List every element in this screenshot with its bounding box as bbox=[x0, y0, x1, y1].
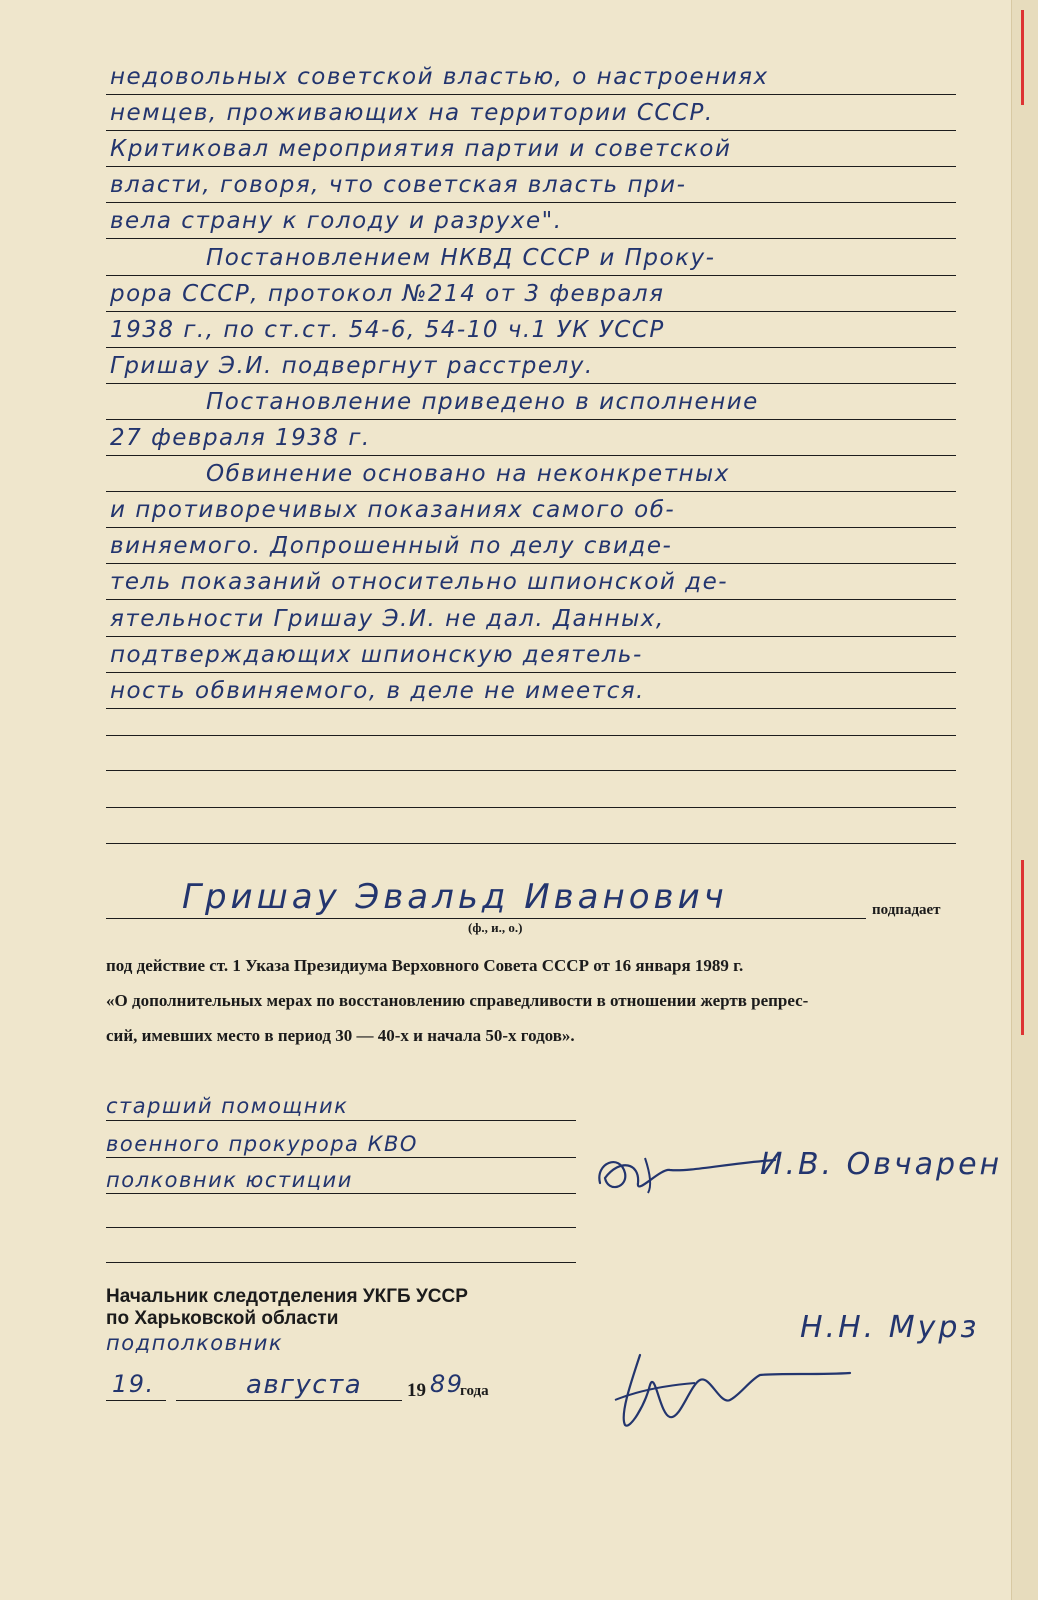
ruled-line bbox=[106, 563, 956, 564]
red-margin-mark bbox=[1021, 860, 1024, 1035]
ruled-line bbox=[106, 311, 956, 312]
signature-2 bbox=[600, 1345, 860, 1435]
ruled-line bbox=[106, 599, 956, 600]
ruled-line bbox=[106, 202, 956, 203]
ruled-line bbox=[106, 1193, 576, 1194]
signer2-title-2: по Харьковской области bbox=[106, 1308, 339, 1329]
signer2-name: Н.Н. Мурз bbox=[800, 1310, 980, 1345]
ruled-line bbox=[106, 770, 956, 771]
body-line: 1938 г., по ст.ст. 54-6, 54-10 ч.1 УК УССР bbox=[110, 317, 665, 343]
body-line: рора СССР, протокол №214 от 3 февраля bbox=[110, 281, 665, 307]
decree-line-3: сий, имевших место в период 30 — 40-х и начала 50-х годов». bbox=[106, 1026, 575, 1045]
name-caption: (ф., и., о.) bbox=[468, 920, 523, 935]
body-line: и противоречивых показаниях самого об- bbox=[110, 497, 676, 523]
body-line: 27 февраля 1938 г. bbox=[110, 425, 371, 451]
body-line: Постановлением НКВД СССР и Проку- bbox=[206, 245, 716, 271]
body-line: ность обвиняемого, в деле не имеется. bbox=[110, 678, 645, 704]
signer1-line: старший помощник bbox=[106, 1094, 349, 1118]
ruled-line bbox=[106, 491, 956, 492]
body-line: тель показаний относительно шпионской де- bbox=[110, 569, 729, 595]
name-line-rule bbox=[106, 918, 866, 919]
ruled-line bbox=[106, 636, 956, 637]
decree-line-1: под действие ст. 1 Указа Президиума Верховного Совета СССР от 16 января 1989 г. bbox=[106, 956, 744, 975]
ruled-line bbox=[106, 735, 956, 736]
red-margin-mark bbox=[1021, 10, 1024, 105]
ruled-line bbox=[106, 419, 956, 420]
body-line: власти, говоря, что советская власть при- bbox=[110, 172, 687, 198]
ruled-line bbox=[106, 672, 956, 673]
ruled-line bbox=[106, 708, 956, 709]
date-month-rule bbox=[176, 1400, 402, 1401]
signer2-rank: подполковник bbox=[106, 1331, 284, 1355]
ruled-line bbox=[106, 527, 956, 528]
body-line: Постановление приведено в исполнение bbox=[206, 389, 759, 415]
ruled-line bbox=[106, 166, 956, 167]
ruled-line bbox=[106, 1120, 576, 1121]
ruled-line bbox=[106, 275, 956, 276]
signer1-line: военного прокурора КВО bbox=[106, 1132, 418, 1156]
ruled-line bbox=[106, 238, 956, 239]
signer1-line: полковник юстиции bbox=[106, 1168, 353, 1192]
page-edge bbox=[1011, 0, 1038, 1600]
body-line: вела страну к голоду и разрухе". bbox=[110, 208, 563, 234]
ruled-line bbox=[106, 94, 956, 95]
body-line: недовольных советской властью, о настроениях bbox=[110, 64, 769, 90]
body-line: немцев, проживающих на территории СССР. bbox=[110, 100, 714, 126]
ruled-line bbox=[106, 1157, 576, 1158]
signer1-name: И.В. Овчарен bbox=[760, 1147, 1003, 1182]
body-line: виняемого. Допрошенный по делу свиде- bbox=[110, 533, 673, 559]
decree-line-2: «О дополнительных мерах по восстановлению справедливости в отношении жертв репрес- bbox=[106, 991, 809, 1010]
name-suffix: подпадает bbox=[872, 902, 941, 918]
ruled-line bbox=[106, 455, 956, 456]
ruled-line bbox=[106, 383, 956, 384]
ruled-line bbox=[106, 807, 956, 808]
signer2-title-1: Начальник следотделения УКГБ УССР bbox=[106, 1286, 468, 1307]
date-day-rule bbox=[106, 1400, 166, 1401]
date-year-prefix: 19 bbox=[407, 1380, 426, 1401]
body-line: ятельности Гришау Э.И. не дал. Данных, bbox=[110, 606, 665, 632]
body-line: Критиковал мероприятия партии и советской bbox=[110, 136, 732, 162]
ruled-line bbox=[106, 130, 956, 131]
date-year-hand: 89 bbox=[430, 1370, 464, 1398]
ruled-line bbox=[106, 843, 956, 844]
date-day: 19. bbox=[112, 1370, 155, 1398]
ruled-line bbox=[106, 1227, 576, 1228]
body-line: Обвинение основано на неконкретных bbox=[206, 461, 730, 487]
date-month: августа bbox=[246, 1370, 363, 1400]
body-line: подтверждающих шпионскую деятель- bbox=[110, 642, 643, 668]
body-line: Гришау Э.И. подвергнут расстрелу. bbox=[110, 353, 594, 379]
person-name: Гришау Эвальд Иванович bbox=[182, 877, 728, 917]
ruled-line bbox=[106, 1262, 576, 1263]
date-year-suffix: года bbox=[460, 1383, 489, 1399]
ruled-line bbox=[106, 347, 956, 348]
